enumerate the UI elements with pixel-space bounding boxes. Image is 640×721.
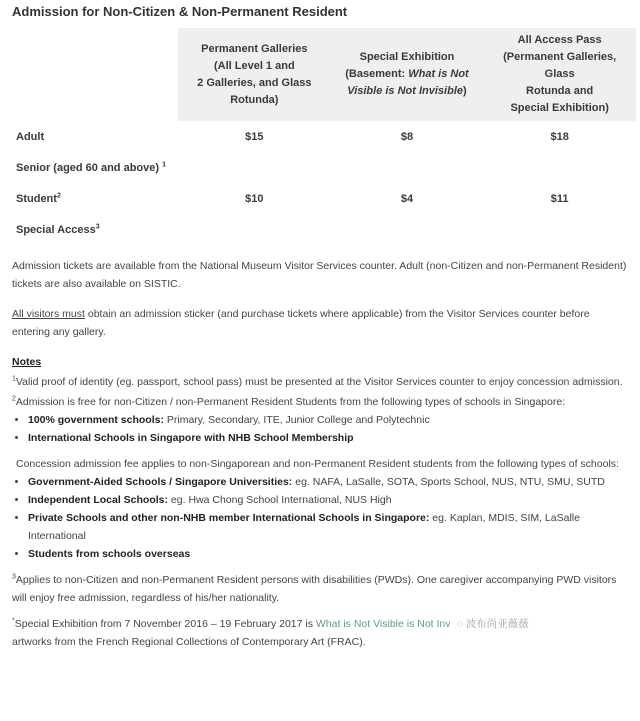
- header-empty-cell: [8, 28, 178, 121]
- table-row: [8, 152, 636, 183]
- footnote-marker: 2: [56, 191, 61, 199]
- footnote-marker: 1: [162, 160, 166, 168]
- table-row: [8, 121, 636, 152]
- school-examples: eg. Kaplan, MDIS, SIM, LaSalle International: [28, 512, 580, 542]
- row-label: [8, 152, 178, 183]
- price-cell: [178, 152, 331, 183]
- price-cell: $18: [550, 130, 569, 143]
- note-4: Special Exhibition from 7 November 2016 – 19 February 2017 is: [14, 618, 316, 630]
- tickets-paragraph: Admission tickets are available from the National Museum Visitor Services counter. Adult (non-Citizen and non-Permanent Resident) tickets are also available on SISTIC.: [12, 260, 627, 290]
- header-line: Special Exhibition): [510, 102, 609, 114]
- page-title: Admission for Non-Citizen & Non-Permanent Resident: [12, 4, 348, 19]
- list-item: [28, 429, 630, 447]
- price-cell: [483, 152, 636, 183]
- footnote-marker: 3: [95, 222, 100, 230]
- header-special-exhibition: [331, 28, 484, 121]
- list-item: [28, 491, 630, 509]
- row-label: [8, 121, 178, 152]
- table-row: [8, 214, 636, 245]
- table-header-row: [8, 28, 636, 121]
- header-line: ): [463, 85, 467, 97]
- header-line: Rotunda): [230, 93, 279, 106]
- header-line: What is Not: [408, 68, 469, 80]
- list-item: [28, 411, 630, 429]
- price-cell: [483, 214, 636, 245]
- school-examples: eg. Hwa Chong School International, NUS High: [168, 494, 392, 506]
- concession-schools-list: [12, 473, 630, 563]
- header-line: (Basement:: [345, 68, 409, 80]
- header-line: Rotunda and: [526, 85, 594, 97]
- header-line: (Permanent Galleries, Glass: [503, 51, 617, 80]
- row-label-text: Adult: [16, 130, 45, 143]
- price-cell: [178, 214, 331, 245]
- school-type: Independent Local Schools:: [28, 494, 169, 506]
- school-type: Private Schools and other non-NHB member International Schools in Singapore:: [28, 512, 430, 524]
- exhibition-link[interactable]: What is Not Visible is Not Inv: [315, 618, 451, 630]
- price-cell: $11: [550, 192, 569, 205]
- row-label: [8, 183, 178, 214]
- header-permanent-galleries: [178, 28, 331, 121]
- row-label-text: Student: [16, 192, 57, 205]
- footnote-marker: 1: [12, 375, 16, 383]
- list-item: [28, 509, 630, 545]
- note-3: Applies to non-Citizen and non-Permanent Resident persons with disabilities (PWDs). One caregiver accompanying PWD visitors will enjoy free admission, regardless of his/her nationality.: [12, 574, 617, 604]
- school-type: Government-Aided Schools / Singapore Universities:: [28, 476, 293, 488]
- header-line: Permanent Galleries: [201, 42, 308, 55]
- header-line: (All Level 1 and: [213, 59, 295, 72]
- note-1: Valid proof of identity (eg. passport, school pass) must be presented at the Visitor Services counter to enjoy concession admission.: [15, 376, 623, 388]
- tickets-info: [12, 257, 630, 293]
- price-cell: $15: [245, 130, 264, 143]
- school-type: 100% government schools:: [28, 414, 164, 426]
- row-label-text: Senior (aged 60 and above): [16, 161, 163, 174]
- row-label-text: Special Access: [16, 223, 96, 236]
- footnote-marker: 2: [12, 395, 16, 403]
- price-cell: $10: [245, 192, 264, 205]
- list-item: [28, 545, 630, 563]
- notes-section: [12, 353, 630, 651]
- header-line: Special Exhibition: [359, 51, 455, 63]
- notes-title: Notes: [12, 356, 42, 368]
- school-type: Students from schools overseas: [28, 548, 191, 560]
- header-line: All Access Pass: [517, 34, 602, 46]
- header-line: Visible is Not Invisible: [347, 85, 464, 97]
- price-cell: [331, 214, 484, 245]
- admission-table: [8, 28, 636, 245]
- header-line: 2 Galleries, and Glass: [197, 76, 312, 89]
- row-label: [8, 214, 178, 245]
- header-all-access-pass: [483, 28, 636, 121]
- price-cell: $4: [400, 192, 414, 205]
- watermark-text: 波布尚亚薇薇: [465, 618, 529, 630]
- school-examples: eg. NAFA, LaSalle, SOTA, Sports School, NUS, NTU, SMU, SUTD: [292, 476, 605, 488]
- school-examples: Primary, Secondary, ITE, Junior College and Polytechnic: [163, 414, 430, 426]
- footnote-marker: 3: [12, 573, 16, 581]
- footnote-marker: *: [12, 617, 15, 625]
- note-2: Admission is free for non-Citizen / non-Permanent Resident Students from the following types of schools in Singapore:: [15, 396, 566, 408]
- price-cell: $8: [400, 130, 414, 143]
- watermark: ◌ 波布尚亚薇薇: [456, 618, 529, 630]
- price-cell: [331, 152, 484, 183]
- sticker-paragraph: obtain an admission sticker (and purchase tickets where applicable) from the Visitor Services counter before entering any gallery.: [12, 308, 590, 338]
- list-item: [28, 473, 630, 491]
- note-4-end: artworks from the French Regional Collections of Contemporary Art (FRAC).: [12, 636, 366, 648]
- table-row: [8, 183, 636, 214]
- note-2-concession: Concession admission fee applies to non-Singaporean and non-Permanent Resident students from the following types of schools:: [16, 458, 619, 470]
- free-schools-list: [12, 411, 630, 447]
- sticker-info: [12, 305, 630, 341]
- all-visitors-must: All visitors must: [12, 308, 85, 320]
- school-type: International Schools in Singapore with NHB School Membership: [28, 432, 354, 444]
